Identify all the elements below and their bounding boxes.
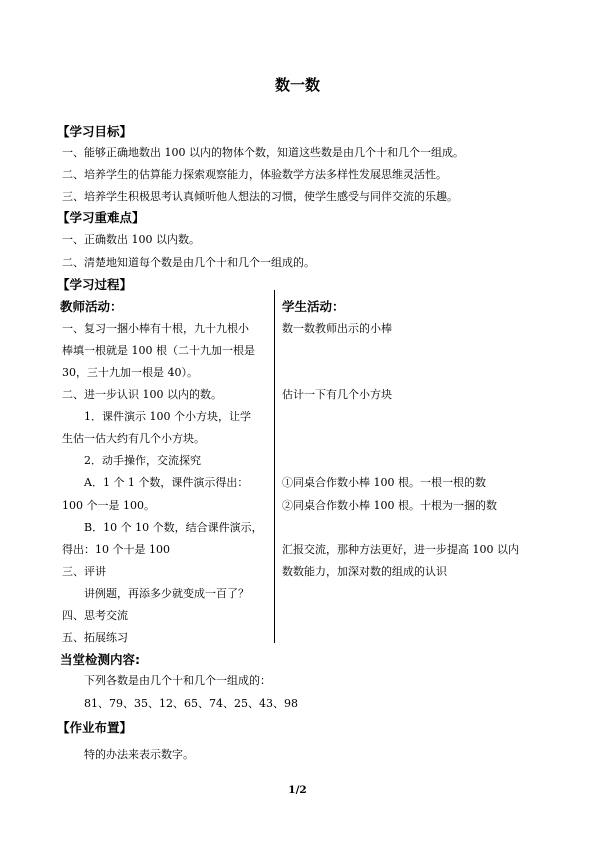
student-line: ②同桌合作数小棒 100 根。十根为一捆的数: [282, 499, 497, 512]
student-activity-heading: 学生活动：: [282, 299, 345, 314]
student-line: 估计一下有几个小方块: [282, 388, 392, 401]
teacher-line: 二、进一步认识 100 以内的数。: [62, 388, 222, 401]
teacher-line: 棒填一根就是 100 根（二十九加一根是: [62, 344, 255, 357]
homework-text: 特的办法来表示数字。: [62, 748, 194, 761]
teacher-line: A．1 个 1 个数，课件演示得出：: [62, 476, 249, 489]
teacher-line: 1．课件演示 100 个小方块，让学: [62, 410, 251, 423]
test-prompt: 下列各数是由几个十和几个一组成的：: [62, 674, 271, 687]
test-numbers: 81、79、35、12、65、74、25、43、98: [62, 697, 298, 710]
student-line: 数一数教师出示的小棒: [282, 322, 392, 335]
teacher-line: 讲例题，再添多少就变成一百了？: [62, 587, 249, 600]
teacher-line: 五、拓展练习: [62, 631, 128, 644]
objective-item-2: 二、培养学生的估算能力探索观察能力，体验数学方法多样性发展思维灵活性。: [62, 168, 447, 181]
teacher-line: 三、评讲: [62, 565, 106, 578]
column-divider: [274, 290, 275, 643]
objective-item-1: 一、能够正确地数出 100 以内的物体个数，知道这些数是由几个十和几个一组成。: [62, 146, 464, 159]
homework-heading: 【作业布置】: [57, 720, 133, 735]
page-title: 数一数: [274, 76, 320, 94]
teacher-line: 100 个一是 100。: [62, 499, 155, 512]
student-line: 汇报交流，那种方法更好，进一步提高 100 以内: [282, 543, 519, 556]
page-number: 1/2: [288, 784, 307, 796]
student-line: 数数能力，加深对数的组成的认识: [282, 565, 447, 578]
teacher-line: 30，三十九加一根是 40）。: [62, 366, 198, 379]
teacher-line: 一、复习一捆小棒有十根，九十九根小: [62, 322, 249, 335]
teacher-line: B．10 个 10 个数，结合课件演示，: [62, 521, 263, 534]
key-points-heading: 【学习重难点】: [57, 210, 145, 225]
key-point-item-2: 二、清楚地知道每个数是由几个十和几个一组成的。: [62, 256, 315, 269]
teacher-line: 生估一估大约有几个小方块。: [62, 432, 205, 445]
process-heading: 【学习过程】: [57, 277, 133, 292]
teacher-activity-heading: 教师活动：: [60, 299, 123, 314]
teacher-line: 得出：10 个十是 100: [62, 543, 170, 556]
key-point-item-1: 一、正确数出 100 以内数。: [62, 233, 200, 246]
objectives-heading: 【学习目标】: [57, 124, 133, 139]
objective-item-3: 三、培养学生积极思考认真倾听他人想法的习惯，使学生感受与同伴交流的乐趣。: [62, 190, 458, 203]
teacher-line: 四、思考交流: [62, 609, 128, 622]
student-line: ①同桌合作数小棒 100 根。一根一根的数: [282, 476, 486, 489]
teacher-line: 2．动手操作，交流探究: [62, 454, 201, 467]
test-heading: 当堂检测内容:: [60, 652, 140, 667]
